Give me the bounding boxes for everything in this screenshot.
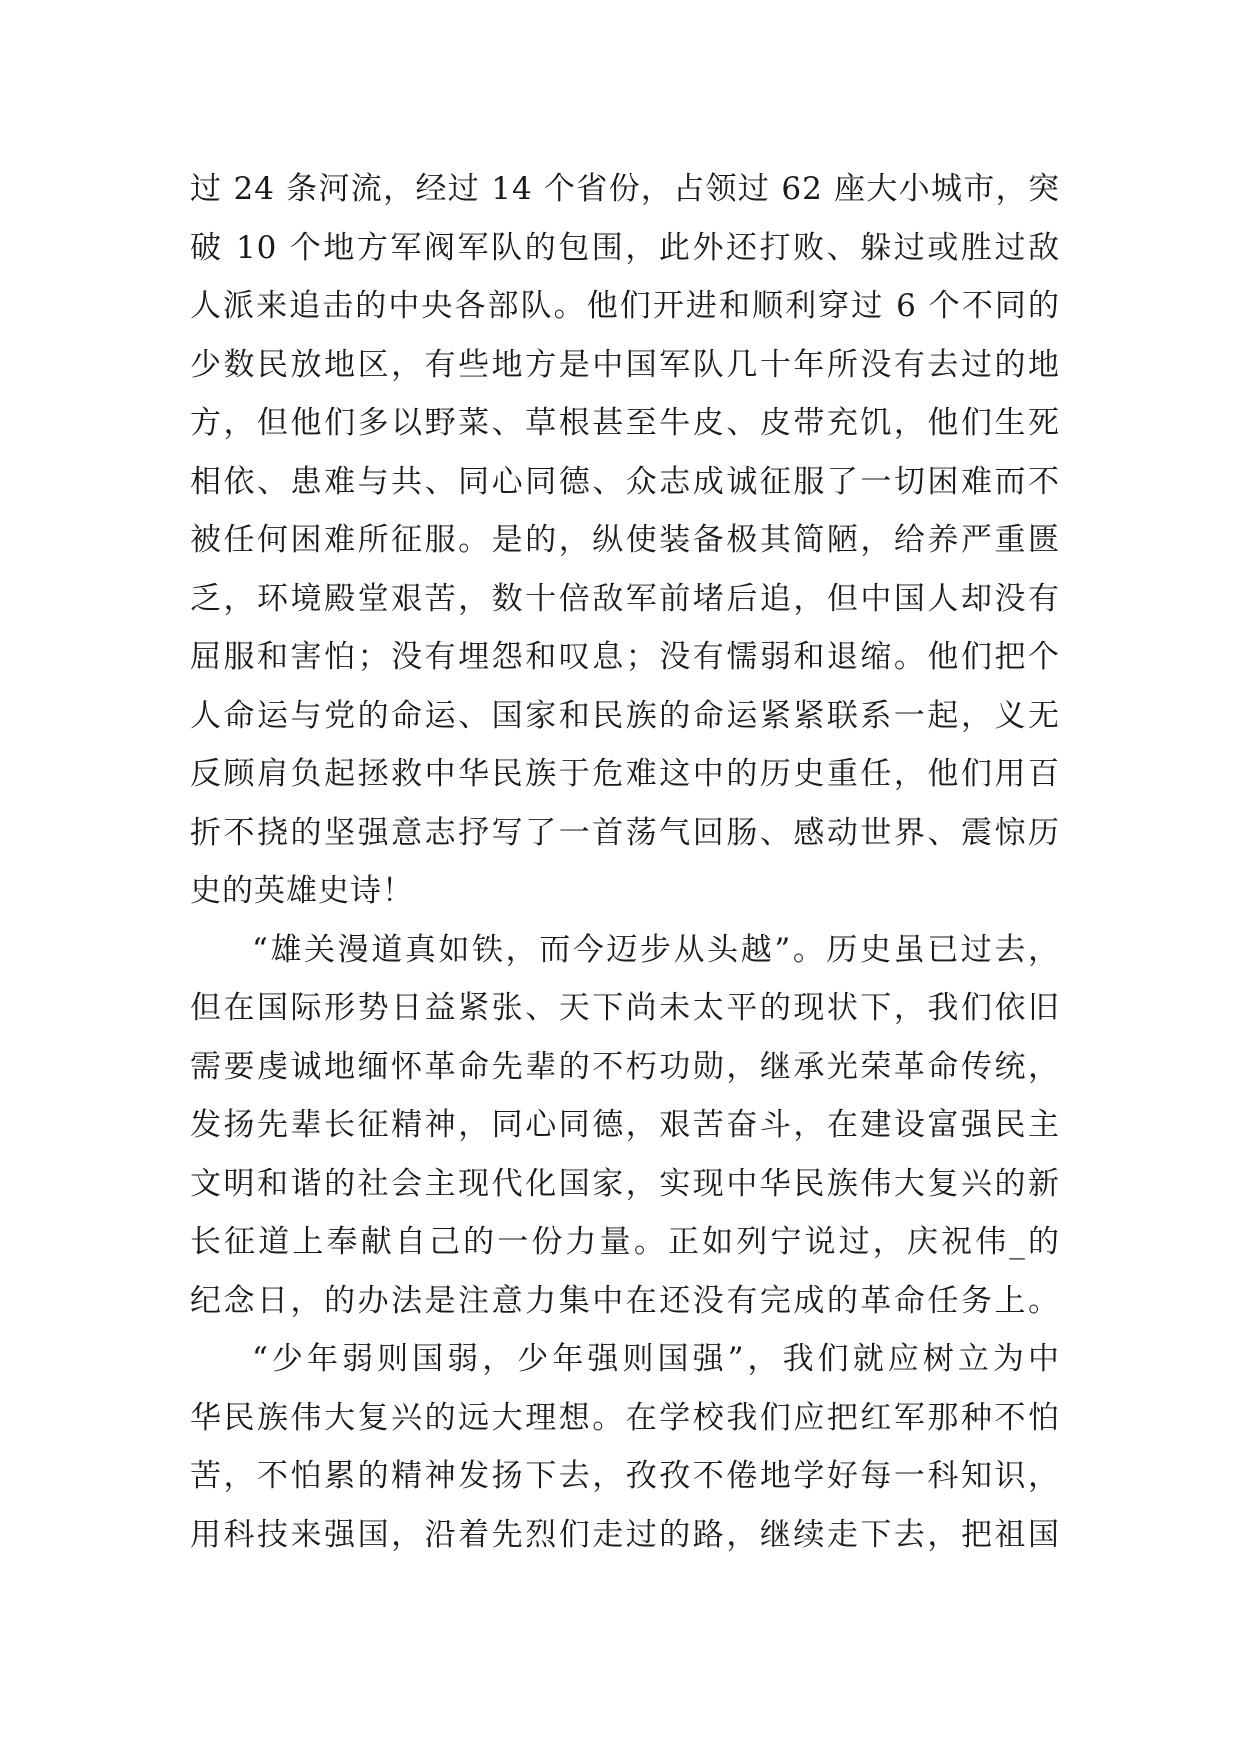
text-line: 长征道上奉献自己的一份力量。正如列宁说过，庆祝伟_的 <box>190 1224 1060 1260</box>
text-line: 乏，环境殿堂艰苦，数十倍敌军前堵后追，但中国人却没有 <box>190 580 1060 617</box>
text-line: 破 10 个地方军阀军队的包围，此外还打败、躲过或胜过敌 <box>190 229 1060 266</box>
text-line: 发扬先辈长征精神，同心同德，艰苦奋斗，在建设富强民主 <box>190 1107 1060 1143</box>
text-line: 但在国际形势日益紧张、天下尚未太平的现状下，我们依旧 <box>190 990 1060 1026</box>
paragraph-first-line: “雄关漫道真如铁，而今迈步从头越”。历史虽已过去， <box>252 931 1060 968</box>
text-line: 折不挠的坚强意志抒写了一首荡气回肠、感动世界、震惊历 <box>190 814 1060 851</box>
text-line: 苦，不怕累的精神发扬下去，孜孜不倦地学好每一科知识， <box>190 1458 1060 1494</box>
text-line: 被任何困难所征服。是的，纵使装备极其简陋，给养严重匮 <box>190 522 1060 558</box>
text-line: 反顾肩负起拯救中华民族于危难这中的历史重任，他们用百 <box>190 756 1060 792</box>
text-line: 文明和谐的社会主现代化国家，实现中华民族伟大复兴的新 <box>190 1165 1060 1202</box>
text-line: 少数民放地区，有些地方是中国军队几十年所没有去过的地 <box>190 346 1060 383</box>
text-line: 人派来追击的中央各部队。他们开进和顺利穿过 6 个不同的 <box>190 288 1060 324</box>
text-line: 屈服和害怕；没有埋怨和叹息；没有懦弱和退缩。他们把个 <box>190 639 1060 675</box>
text-line: 需要虔诚地缅怀革命先辈的不朽功勋，继承光荣革命传统， <box>190 1048 1060 1085</box>
text-line: 方，但他们多以野菜、草根甚至牛皮、皮带充饥，他们生死 <box>190 405 1060 441</box>
text-line: 史的英雄史诗！ <box>190 873 414 909</box>
text-line: 过 24 条河流，经过 14 个省份，占领过 62 座大小城市，突 <box>190 171 1060 207</box>
paragraph-first-line: “少年弱则国弱，少年强则国强”，我们就应树立为中 <box>252 1341 1060 1377</box>
text-line: 纪念日，的办法是注意力集中在还没有完成的革命任务上。 <box>190 1282 1060 1319</box>
text-line: 华民族伟大复兴的远大理想。在学校我们应把红军那种不怕 <box>190 1399 1060 1436</box>
text-line: 用科技来强国，沿着先烈们走过的路，继续走下去，把祖国 <box>190 1516 1060 1553</box>
text-line: 相依、患难与共、同心同德、众志成诚征服了一切困难而不 <box>190 463 1060 500</box>
body-text <box>190 160 1060 1564</box>
text-line: 人命运与党的命运、国家和民族的命运紧紧联系一起，义无 <box>190 697 1060 734</box>
